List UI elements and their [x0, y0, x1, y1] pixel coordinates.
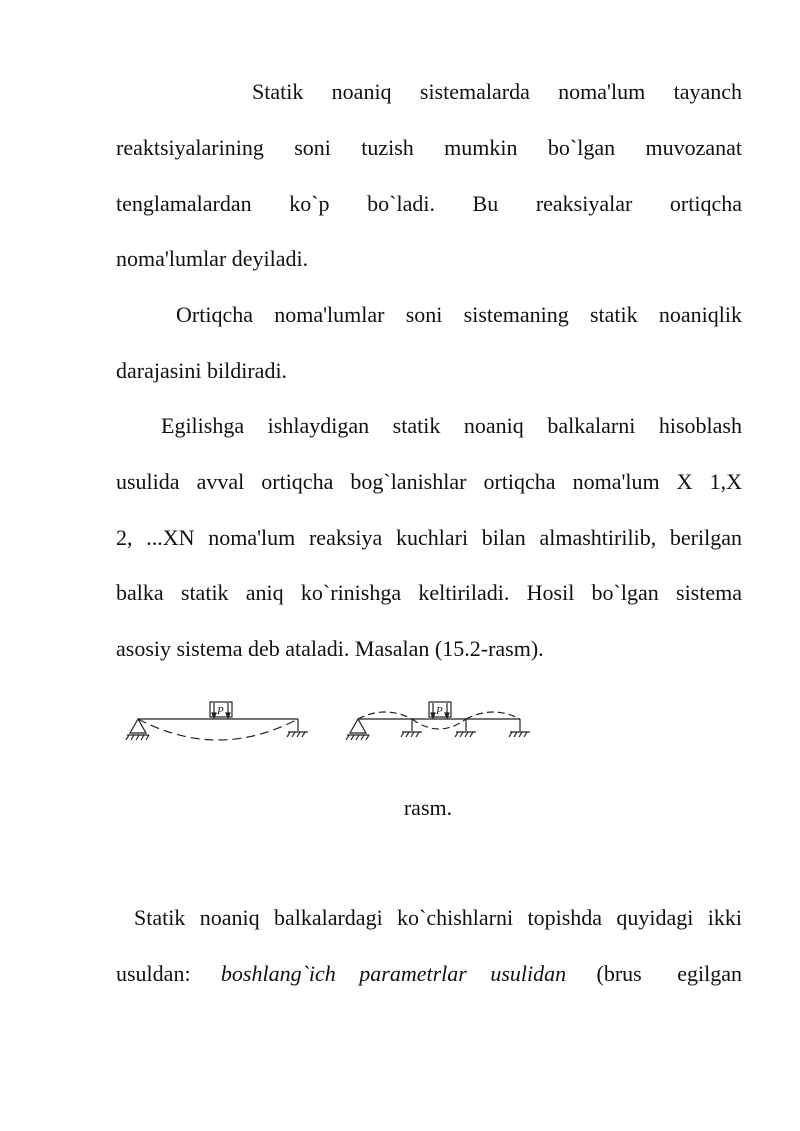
paragraph-3-line-5: asosiy sistema deb ataladi. Masalan (15.2-rasm). [116, 636, 544, 661]
paragraph-4-line-1: Statik noaniq balkalardagi ko`chishlarni topishda quyidagi ikki [134, 905, 742, 930]
load-label-left: P [217, 705, 224, 717]
paragraph-4-line-2-start: usuldan: [116, 961, 191, 986]
method-name-italic: boshlang`ich parametrlar usulidan [220, 961, 567, 986]
paragraph-4-line-2 [116, 960, 742, 988]
beam-figure [120, 695, 540, 755]
paragraph-3-line-3: 2, ...XN noma'lum reaksiya kuchlari bilan almashtirilib, berilgan [116, 525, 742, 550]
paragraph-3-line-4: balka statik aniq ko`rinishga keltiriladi. Hosil bo`lgan sistema [116, 580, 742, 605]
paragraph-2-line-2: darajasini bildiradi. [116, 358, 288, 383]
load-label-right: P [436, 705, 443, 717]
paragraph-3-line-1: Egilishga ishlaydigan statik noaniq balkalarni hisoblash [161, 413, 742, 438]
paragraph-1-line-2: reaktsiyalarining soni tuzish mumkin bo`lgan muvozanat [116, 135, 742, 160]
paragraph-1-line-1: Statik noaniq sistemalarda noma'lum tayanch [252, 79, 742, 104]
paragraph-1-line-4: noma'lumlar deyiladi. [116, 246, 309, 271]
paragraph-2-line-1: Ortiqcha noma'lumlar soni sistemaning statik noaniqlik [176, 302, 742, 327]
paragraph-3-line-2: usulida avval ortiqcha bog`lanishlar ortiqcha noma'lum X 1,X [116, 469, 742, 494]
paragraph-4-line-2-end: (brus egilgan [596, 961, 742, 986]
paragraph-1-line-3: tenglamalardan ko`p bo`ladi. Bu reaksiyalar ortiqcha [116, 191, 742, 216]
figure-caption: rasm. [403, 795, 453, 820]
